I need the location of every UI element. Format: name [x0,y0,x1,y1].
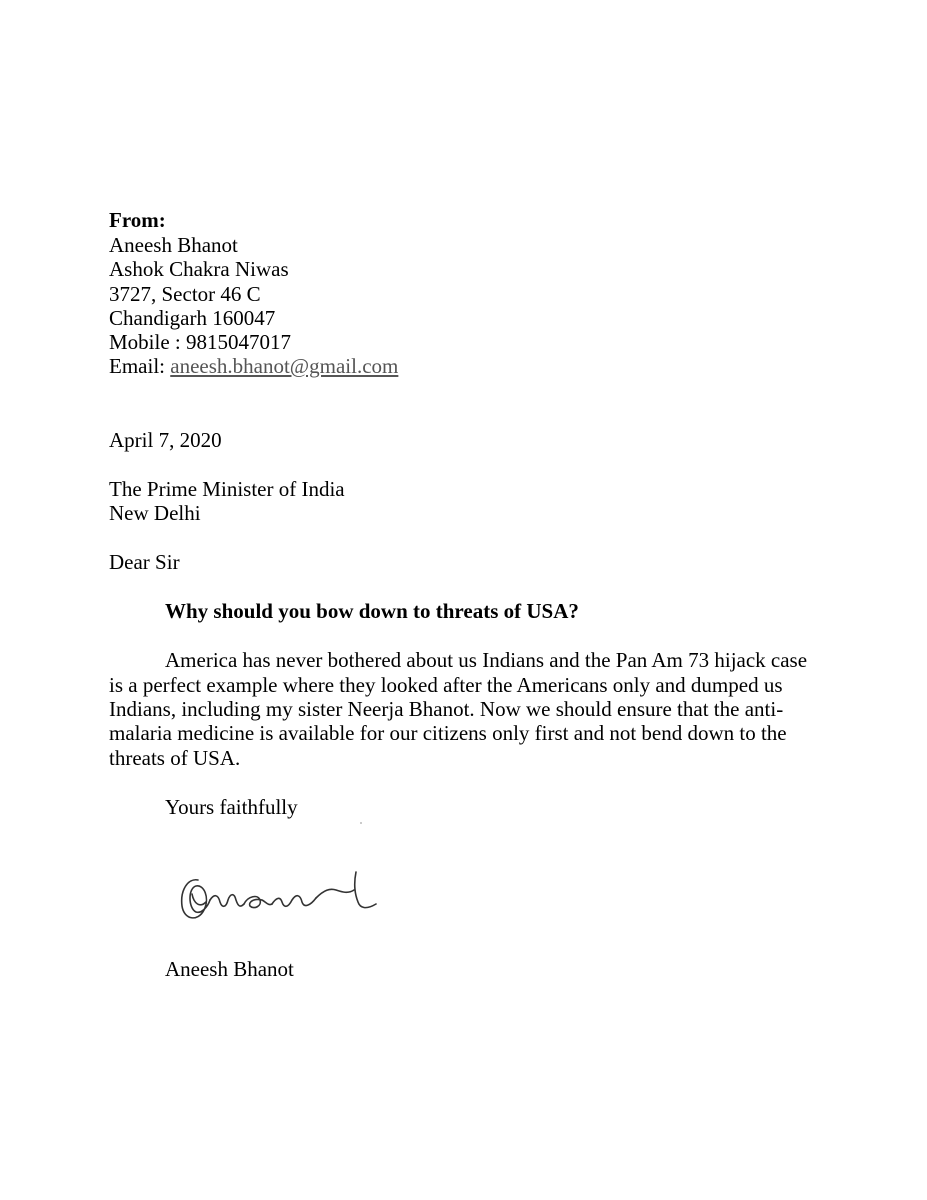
sender-address-line3: Chandigarh 160047 [109,306,276,330]
ink-speck [360,822,362,824]
closing: Yours faithfully [165,795,298,819]
email-link[interactable]: aneesh.bhanot@gmail.com [170,354,399,378]
sender-email-row [109,354,398,378]
signature-image [170,850,400,930]
body-line: Indians, including my sister Neerja Bhanot. Now we should ensure that the anti- [109,697,784,721]
email-label: Email: [109,354,171,378]
recipient-line2: New Delhi [109,501,201,525]
body-line: malaria medicine is available for our citizens only first and not bend down to the [109,721,787,745]
from-heading: From: [109,208,166,232]
sender-address-line1: Ashok Chakra Niwas [109,257,289,281]
subject-line: Why should you bow down to threats of USA? [165,599,579,623]
signature-name: Aneesh Bhanot [165,957,294,981]
sender-name: Aneesh Bhanot [109,233,238,257]
letter-date: April 7, 2020 [109,428,222,452]
body-line: America has never bothered about us Indians and the Pan Am 73 hijack case [165,648,808,672]
salutation: Dear Sir [109,550,180,574]
body-line: is a perfect example where they looked after the Americans only and dumped us [109,673,783,697]
sender-mobile: Mobile : 9815047017 [109,330,291,354]
recipient-line1: The Prime Minister of India [109,477,345,501]
sender-address-line2: 3727, Sector 46 C [109,282,261,306]
body-line: threats of USA. [109,746,241,770]
